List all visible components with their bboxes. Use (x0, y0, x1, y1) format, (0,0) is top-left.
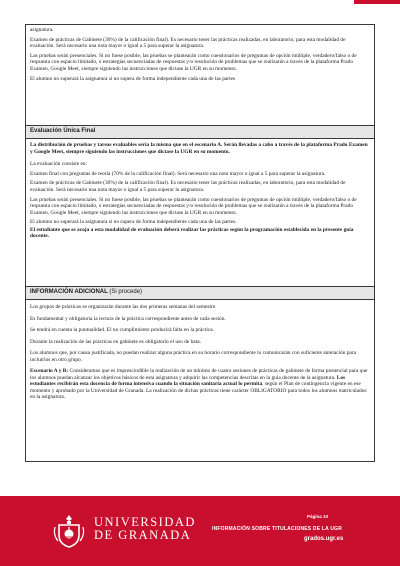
eval-unica-intro: La distribución de pruebas y tareas evaluables sería la misma que en el escenario A. Serán llevadas a cabo a través de la plataforma Prado Examen y Google Meet, siempre siguiendo las instrucciones que dictase la UGR en su momento. (30, 142, 368, 155)
text-paragraph: El alumno no superará la asignatura si no supera de forma independiente cada una de las partes. (30, 219, 237, 226)
text-paragraph: Examen final con preguntas de teoría (70% de la calificación final). Será necesario una nota mayor o igual a 5 para superar la asignatura. (30, 170, 326, 177)
footer-url-link[interactable]: grados.ugr.es (304, 536, 344, 542)
university-name (94, 516, 196, 542)
escenario-bold: Los estudiantes recibirán esta docencia de forma intensiva cuando la situación sanitaria actual lo permita (30, 374, 346, 387)
escenario-text: Consideramos que es imprescindible la realización de un mínimo de cuatro sesiones de prácticas de gabinete de forma presencial para que los alumnos puedan alcanzar los objetivos básicos de esta asignatura y adquirir las competencias descritas en la guía docente de la asignatura. (30, 368, 368, 381)
eval-unica-body (26, 142, 374, 243)
text-paragraph: Durante la realización de las prácticas en gabinete es obligatorio el uso de bata. (30, 338, 201, 345)
divider (26, 138, 374, 139)
section-subtitle: (Si procede) (109, 289, 143, 295)
university-line-2: DE GRANADA (94, 528, 192, 542)
text-paragraph: Las pruebas serán presenciales. Si no fuese posible, las pruebas se plantearán como cuestionarios de preguntas de opción múltiple, verdadero/falso o de respuesta con espacio limitado, o estrategias secuenciadas de respuestas y/o resolución de problemas que se realizarán a través de la plataforma Prado Examen, Google Meet, siempre siguiendo las instrucciones que dictase la UGR en su momento. (30, 196, 357, 216)
escenario-paragraph (30, 368, 370, 401)
text-paragraph: Las pruebas serán presenciales. Si no fuese posible, las pruebas se plantearán como cuestionarios de preguntas de opción múltiple, verdadero/falso o de respuesta con espacio limitado, o estrategias secuenciadas de respuestas y/o resolución de problemas que se realizarán a través de la plataforma Prado Examen, Google Meet, siempre siguiendo las instrucciones que dictase la UGR en su momento. (30, 52, 357, 72)
footer-band (0, 496, 400, 566)
text-paragraph: asignatura. (30, 27, 54, 33)
text-paragraph: Se tendrá en cuenta la puntualidad. El no cumplimiento producirá falta en la práctica. (30, 327, 214, 333)
text-paragraph: El alumno no superará la asignatura si no supera de forma independiente cada una de las partes (30, 75, 236, 82)
section-title: Evaluación Única Final (30, 128, 96, 134)
page-number: Página 10 (307, 514, 329, 519)
text-paragraph: Los alumnos que, por causa justificada, no puedan realizar alguna práctica en su horario correspondiente lo comunicarán con suficiente antelación para incluirlos en otro grupo. (30, 350, 356, 363)
top-accent-bar (0, 0, 400, 4)
escenario-lead: Escenario A y B: (30, 368, 69, 374)
divider (26, 299, 374, 300)
university-line-1: UNIVERSIDAD (94, 515, 196, 529)
section-header-eval-unica (26, 126, 374, 138)
eval-unica-closing: El estudiante que se acoja a esta modalidad de evaluación deberá realizar las prácticas según la programación establecida en la presente guía docente. (30, 226, 354, 240)
text-paragraph: Examen de prácticas de Gabinete (30%) de la calificación final). Es necesario tener las prácticas realizadas, en laboratorio, para esta modalidad de evaluación. Será necesario una nota mayor o igual a 5 para superar la asignatura. (30, 180, 346, 193)
section-title: INFORMACIÓN ADICIONAL (30, 289, 108, 295)
ugr-seal-icon (52, 513, 86, 549)
continuation-section (26, 27, 374, 85)
section-header-info-adicional (26, 287, 374, 299)
text-paragraph: Los grupos de prácticas se organizarán durante las dos primeras semanas del semestre. (30, 304, 217, 310)
escenario-tail: , según el Plan de contingencia vigente en ese momento y aprobado por la Universidad de Granada. La realización de dichas prácticas tiene carácter OBLIGATORIO para todos los alumnos matriculados en la asignatura. (30, 381, 367, 400)
footer-info-text: INFORMACIÓN SOBRE TITULACIONES DE LA UGR (212, 526, 343, 532)
text-paragraph: Examen de prácticas de Gabinete (30%) de la calificación final). Es necesario tener las prácticas realizadas, en laboratorio, para esta modalidad de evaluación. Será necesario una nota mayor o igual a 5 para superar la asignatura. (30, 36, 346, 50)
text-paragraph: La evaluación consiste en: (30, 161, 88, 167)
info-adicional-body (26, 304, 374, 404)
text-paragraph: Es fundamental y obligatoria la lectura de la práctica correspondiente antes de cada sesión. (30, 315, 226, 322)
top-accent-red (354, 0, 400, 4)
